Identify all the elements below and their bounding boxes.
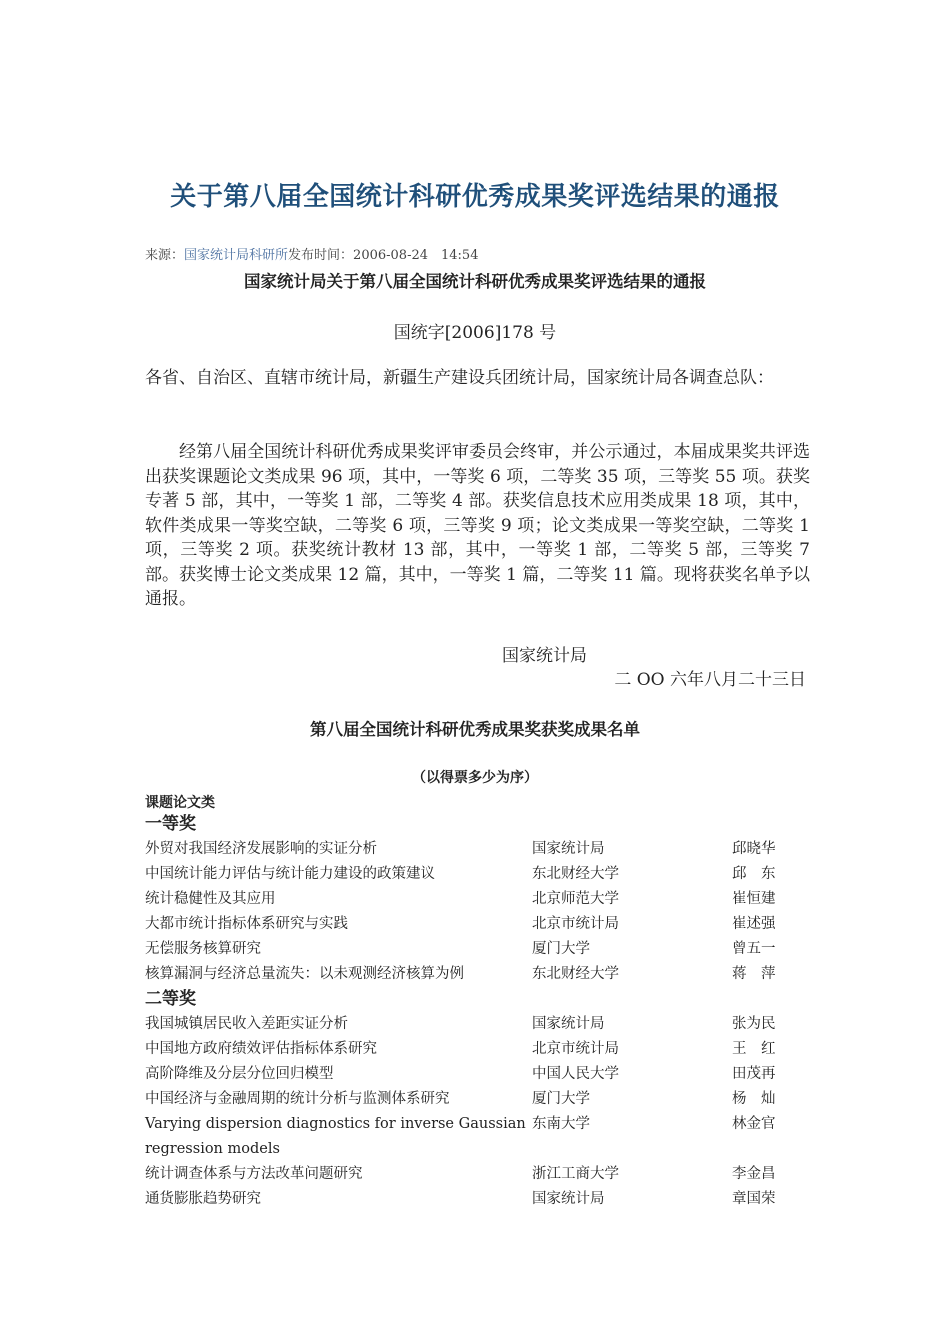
award-title: 统计调查体系与方法改革问题研究: [145, 1166, 363, 1182]
award-author: 蒋 萍: [732, 966, 776, 982]
award-row: [145, 1012, 810, 1037]
award-row: [145, 1187, 810, 1212]
award-org: 浙江工商大学: [532, 1166, 619, 1182]
award-author: 崔恒建: [732, 891, 776, 907]
award-title: 通货膨胀趋势研究: [145, 1191, 261, 1207]
award-author: 林金官: [732, 1116, 776, 1132]
award-title: 高阶降维及分层分位回归模型: [145, 1066, 334, 1082]
source-link[interactable]: 国家统计局科研所: [184, 248, 289, 263]
award-author: 崔述强: [732, 916, 776, 932]
award-author: 张为民: [732, 1016, 776, 1032]
award-list-title: 第八届全国统计科研优秀成果奖获奖成果名单: [310, 720, 640, 739]
award-row: [145, 937, 810, 962]
document-number: 国统字[2006]178 号: [393, 323, 557, 343]
award-row: [145, 1112, 810, 1162]
award-org: 国家统计局: [532, 1191, 605, 1207]
source-label: 来源：: [145, 248, 185, 263]
published-label: 发布时间：: [288, 248, 354, 263]
award-title: 中国经济与金融周期的统计分析与监测体系研究: [145, 1091, 450, 1107]
award-title: 统计稳健性及其应用: [145, 891, 276, 907]
signature-org: 国家统计局: [502, 646, 587, 666]
award-title: 中国地方政府绩效评估指标体系研究: [145, 1041, 377, 1057]
award-org: 厦门大学: [532, 941, 590, 957]
award-title: 核算漏洞与经济总量流失：以未观测经济核算为例: [145, 966, 464, 982]
award-title: Varying dispersion diagnostics for inverse Gaussian regression models: [145, 1116, 526, 1157]
award-title: 中国统计能力评估与统计能力建设的政策建议: [145, 866, 435, 882]
award-author: 李金昌: [732, 1166, 776, 1182]
award-author: 王 红: [732, 1041, 776, 1057]
published-time: 2006-08-24 14:54: [353, 248, 479, 263]
award-title: 大都市统计指标体系研究与实践: [145, 916, 348, 932]
category-heading: 课题论文类: [145, 795, 215, 811]
award-author: 邱 东: [732, 866, 776, 882]
award-title: 无偿服务核算研究: [145, 941, 261, 957]
award-org: 国家统计局: [532, 841, 605, 857]
award-org: 北京市统计局: [532, 916, 619, 932]
award-list: [145, 812, 810, 1212]
order-note: （以得票多少为序）: [412, 770, 538, 786]
award-org: 东南大学: [532, 1116, 590, 1132]
award-row: [145, 1037, 810, 1062]
award-org: 国家统计局: [532, 1016, 605, 1032]
award-org: 北京师范大学: [532, 891, 619, 907]
award-org: 厦门大学: [532, 1091, 590, 1107]
award-author: 田茂再: [732, 1066, 776, 1082]
award-org: 中国人民大学: [532, 1066, 619, 1082]
award-row: [145, 1087, 810, 1112]
award-row: [145, 912, 810, 937]
prize-heading: 一等奖: [145, 814, 196, 834]
award-author: 曾五一: [732, 941, 776, 957]
award-org: 东北财经大学: [532, 866, 619, 882]
award-title: 外贸对我国经济发展影响的实证分析: [145, 841, 377, 857]
prize-heading: 二等奖: [145, 989, 196, 1009]
award-row: [145, 862, 810, 887]
award-row: [145, 887, 810, 912]
notice-body: 经第八届全国统计科研优秀成果奖评审委员会终审，并公示通过，本届成果奖共评选出获奖课题论文类成果 96 项，其中，一等奖 6 项，二等奖 35 项，三等奖 55 项。获奖专著 5 部，其中，一等奖 1 部，二等奖 4 部。获奖信息技术应用类成果 18 项，其中，软件类成果一等奖空缺，二等奖 6 项，三等奖 9 项；论文类成果一等奖空缺，二等奖 1 项，三等奖 2 项。获奖统计教材 13 部，其中，一等奖 1 部，二等奖 5 部，三等奖 7 部。获奖博士论文类成果 12 篇，其中，一等奖 1 篇，二等奖 11 篇。现将获奖名单予以通报。: [145, 442, 810, 609]
notice-heading: 国家统计局关于第八届全国统计科研优秀成果奖评选结果的通报: [244, 272, 706, 291]
award-author: 杨 灿: [732, 1091, 776, 1107]
signature-date: 二 OO 六年八月二十三日: [614, 670, 806, 690]
award-author: 章国荣: [732, 1191, 776, 1207]
award-row: [145, 837, 810, 862]
award-org: 东北财经大学: [532, 966, 619, 982]
award-row: [145, 1062, 810, 1087]
award-author: 邱晓华: [732, 841, 776, 857]
addressee: 各省、自治区、直辖市统计局，新疆生产建设兵团统计局，国家统计局各调查总队：: [145, 368, 774, 388]
page-title: 关于第八届全国统计科研优秀成果奖评选结果的通报: [170, 182, 780, 212]
source-line: [145, 244, 478, 263]
award-org: 北京市统计局: [532, 1041, 619, 1057]
award-row: [145, 962, 810, 987]
award-row: [145, 1162, 810, 1187]
award-title: 我国城镇居民收入差距实证分析: [145, 1016, 348, 1032]
